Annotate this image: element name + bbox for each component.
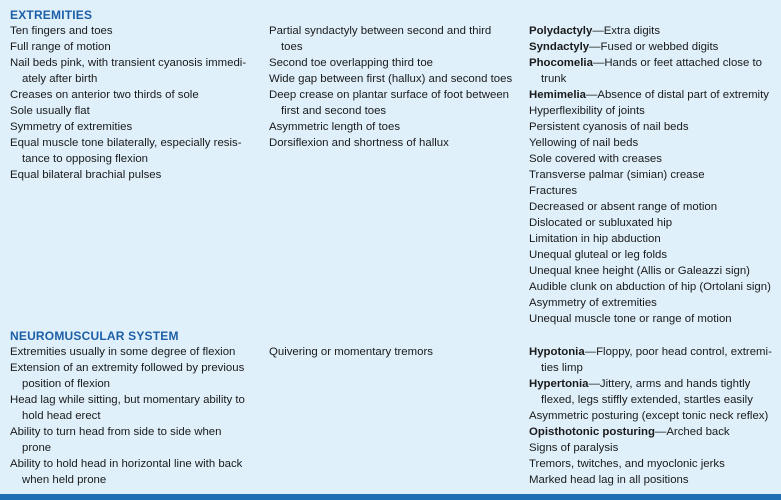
list-item bbox=[529, 344, 774, 376]
list-item: Head lag while sitting, but momentary ability to hold head erect bbox=[10, 394, 245, 422]
extremities-normal-list bbox=[10, 23, 250, 183]
term-description: Limitation in hip abduction bbox=[529, 233, 661, 245]
list-item bbox=[529, 424, 774, 440]
term-description: Marked head lag in all positions bbox=[529, 474, 689, 486]
list-item bbox=[529, 215, 774, 231]
term-description: Hyperflexibility of joints bbox=[529, 105, 645, 117]
list-item bbox=[529, 472, 774, 488]
term-description: —Jittery, arms and hands tightly flexed, legs stiffly extended, startles easily bbox=[541, 378, 753, 406]
list-item: Equal muscle tone bilaterally, especially resis-tance to opposing flexion bbox=[10, 137, 242, 165]
term-description: Tremors, twitches, and myoclonic jerks bbox=[529, 458, 725, 470]
neuromuscular-variations-list bbox=[269, 344, 514, 360]
list-item: Ten fingers and toes bbox=[10, 25, 113, 37]
list-item bbox=[529, 456, 774, 472]
extremities-deviations-list bbox=[529, 23, 774, 327]
term-description: Signs of paralysis bbox=[529, 442, 619, 454]
term-description: —Floppy, poor head control, extremi-ties limp bbox=[541, 346, 772, 374]
term-description: Fractures bbox=[529, 185, 578, 197]
list-item: Creases on anterior two thirds of sole bbox=[10, 89, 199, 101]
term-label: Hypotonia bbox=[529, 346, 585, 358]
term-description: —Hands or feet attached close to trunk bbox=[541, 57, 762, 85]
list-item bbox=[529, 39, 774, 55]
list-item bbox=[529, 231, 774, 247]
list-item bbox=[529, 311, 774, 327]
list-item: Symmetry of extremities bbox=[10, 121, 133, 133]
term-description: Audible clunk on abduction of hip (Ortolani sign) bbox=[529, 281, 771, 293]
list-item bbox=[529, 183, 774, 199]
term-label: Polydactyly bbox=[529, 25, 593, 37]
list-item: Equal bilateral brachial pulses bbox=[10, 169, 162, 181]
term-description: Asymmetric posturing (except tonic neck reflex) bbox=[529, 410, 769, 422]
term-description: Unequal gluteal or leg folds bbox=[529, 249, 668, 261]
term-description: Decreased or absent range of motion bbox=[529, 201, 718, 213]
list-item: Full range of motion bbox=[10, 41, 111, 53]
term-description: Unequal muscle tone or range of motion bbox=[529, 313, 732, 325]
list-item: Extremities usually in some degree of flexion bbox=[10, 346, 236, 358]
list-item bbox=[529, 87, 774, 103]
list-item: Nail beds pink, with transient cyanosis immedi-ately after birth bbox=[10, 57, 247, 85]
list-item bbox=[529, 151, 774, 167]
term-description: Unequal knee height (Allis or Galeazzi sign) bbox=[529, 265, 750, 277]
list-item bbox=[529, 440, 774, 456]
term-description: Sole covered with creases bbox=[529, 153, 662, 165]
list-item bbox=[529, 103, 774, 119]
term-label: Hypertonia bbox=[529, 378, 589, 390]
list-item bbox=[529, 247, 774, 263]
term-label: Syndactyly bbox=[529, 41, 590, 53]
list-item: Asymmetric length of toes bbox=[269, 121, 401, 133]
list-item: Deep crease on plantar surface of foot between first and second toes bbox=[269, 89, 509, 117]
term-description: —Absence of distal part of extremity bbox=[585, 89, 769, 101]
list-item bbox=[529, 135, 774, 151]
term-description: Transverse palmar (simian) crease bbox=[529, 169, 705, 181]
list-item: Sole usually flat bbox=[10, 105, 90, 117]
list-item: Quivering or momentary tremors bbox=[269, 346, 433, 358]
term-description: —Fused or webbed digits bbox=[589, 41, 719, 53]
term-description: Yellowing of nail beds bbox=[529, 137, 639, 149]
list-item bbox=[529, 199, 774, 215]
list-item: Second toe overlapping third toe bbox=[269, 57, 434, 69]
list-item: Ability to hold head in horizontal line with back when held prone bbox=[10, 458, 243, 486]
bottom-rule bbox=[0, 494, 781, 500]
list-item bbox=[529, 23, 774, 39]
list-item bbox=[529, 279, 774, 295]
list-item: Wide gap between first (hallux) and second toes bbox=[269, 73, 513, 85]
term-label: Opisthotonic posturing bbox=[529, 426, 655, 438]
term-description: Dislocated or subluxated hip bbox=[529, 217, 673, 229]
list-item bbox=[529, 295, 774, 311]
term-description: —Arched back bbox=[654, 426, 730, 438]
neuromuscular-normal-list bbox=[10, 344, 250, 488]
term-description: Persistent cyanosis of nail beds bbox=[529, 121, 689, 133]
section-heading-neuromuscular: NEUROMUSCULAR SYSTEM bbox=[10, 329, 179, 343]
list-item bbox=[529, 55, 774, 87]
list-item: Extension of an extremity followed by previous position of flexion bbox=[10, 362, 245, 390]
term-description: —Extra digits bbox=[592, 25, 661, 37]
list-item: Ability to turn head from side to side when prone bbox=[10, 426, 222, 454]
list-item bbox=[529, 408, 774, 424]
list-item bbox=[529, 167, 774, 183]
list-item bbox=[529, 119, 774, 135]
list-item: Dorsiflexion and shortness of hallux bbox=[269, 137, 449, 149]
term-description: Asymmetry of extremities bbox=[529, 297, 657, 309]
extremities-variations-list bbox=[269, 23, 514, 151]
list-item bbox=[529, 376, 774, 408]
section-heading-extremities: EXTREMITIES bbox=[10, 8, 93, 22]
list-item bbox=[529, 263, 774, 279]
neuromuscular-deviations-list bbox=[529, 344, 774, 488]
list-item: Partial syndactyly between second and third toes bbox=[269, 25, 492, 53]
term-label: Hemimelia bbox=[529, 89, 586, 101]
term-label: Phocomelia bbox=[529, 57, 593, 69]
